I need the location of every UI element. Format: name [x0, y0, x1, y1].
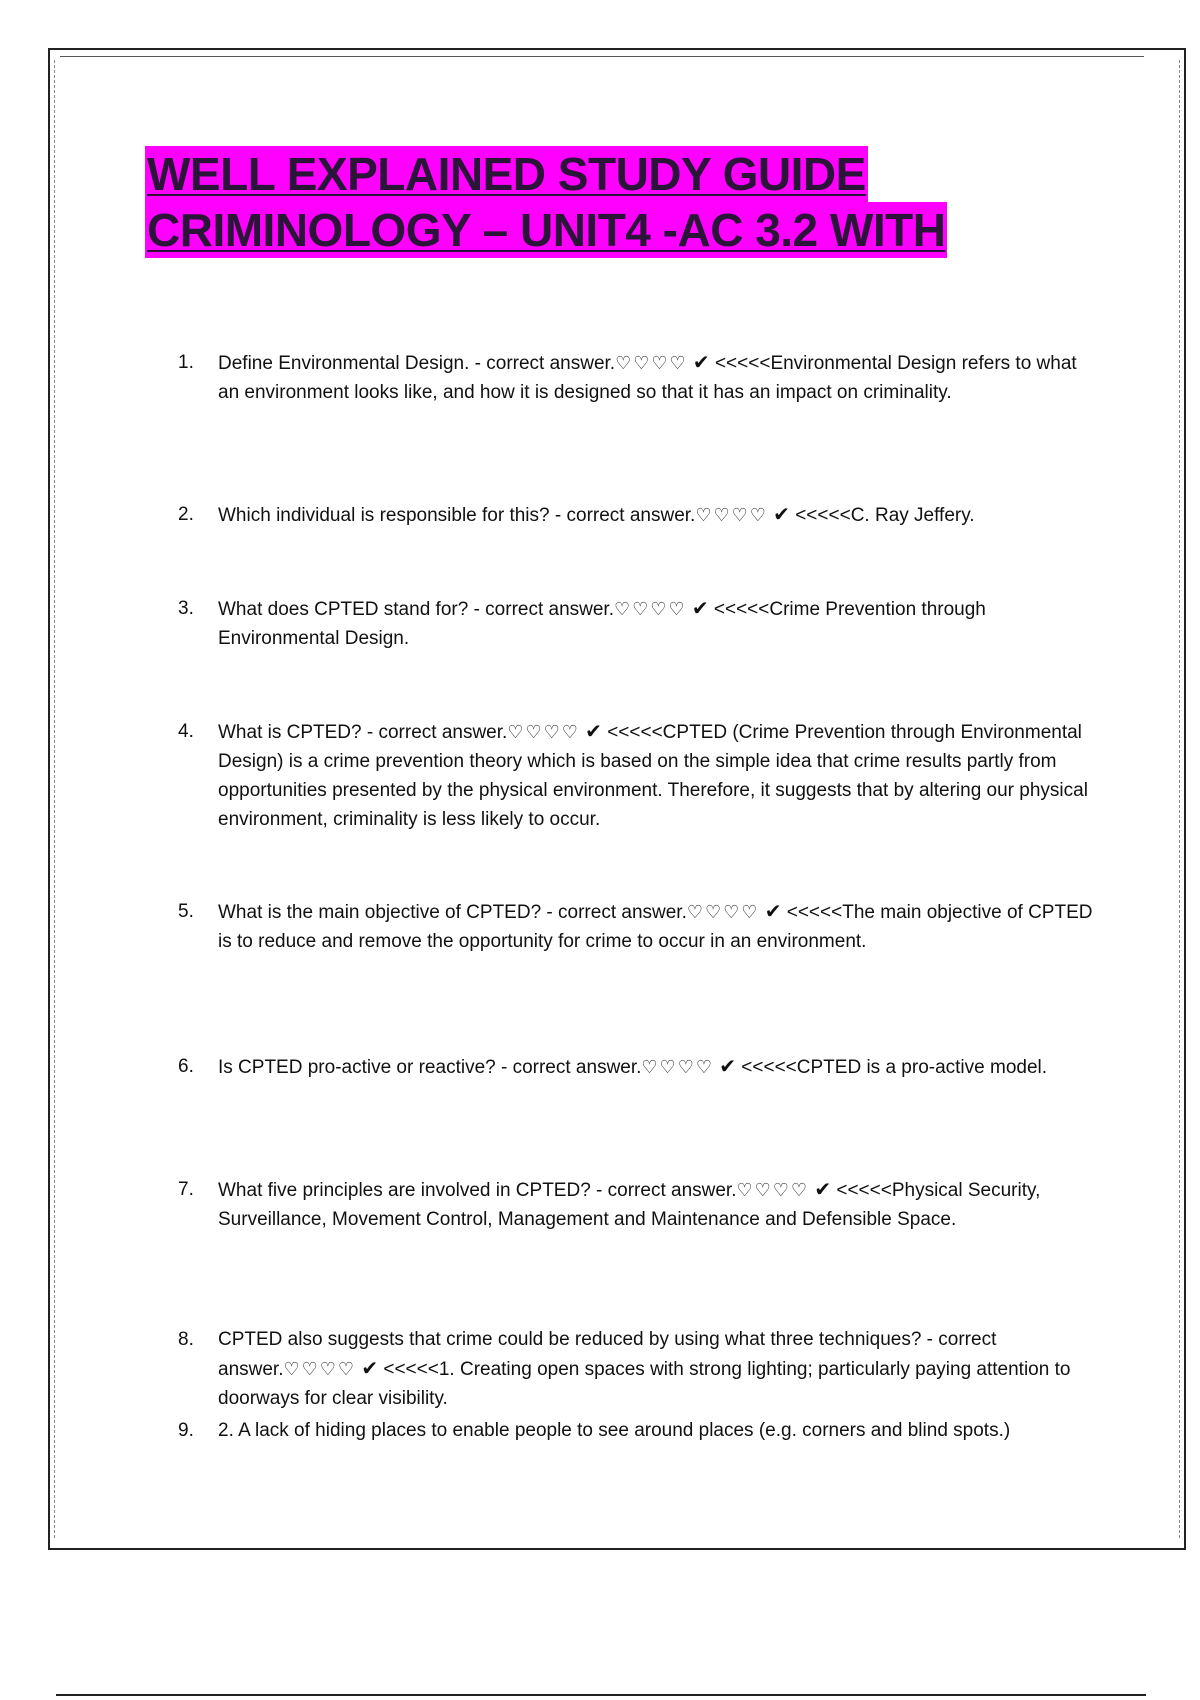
question-text: What does CPTED stand for?	[218, 599, 469, 620]
border-right-rule	[1179, 60, 1180, 1538]
item-text	[218, 1325, 1098, 1413]
checkmark-icon: ✔	[764, 899, 782, 923]
item-number: 4.	[178, 721, 194, 742]
title-line-1: WELL EXPLAINED STUDY GUIDE	[147, 148, 866, 200]
answer-text: 1. Creating open spaces with strong lighting; particularly paying attention to doorways for clear visibility.	[218, 1359, 1071, 1409]
checkmark-icon: ✔	[773, 502, 790, 526]
item-number: 8.	[178, 1329, 194, 1350]
arrows-text: <<<<<	[713, 599, 770, 620]
item-text	[218, 1175, 1098, 1234]
title-line-2: CRIMINOLOGY – UNIT4 -AC 3.2 WITH	[147, 204, 946, 256]
answer-prefix: - correct answer.	[473, 599, 614, 620]
item-number: 7.	[178, 1179, 194, 1200]
arrows-text: <<<<<	[383, 1359, 439, 1380]
item-text	[218, 500, 1098, 530]
item-text	[218, 1052, 1098, 1082]
arrows-text: <<<<<	[741, 1057, 797, 1078]
answer-text: 2. A lack of hiding places to enable people to see around places (e.g. corners and blind spots.)	[218, 1420, 1011, 1441]
answer-prefix: - correct answer.	[366, 722, 508, 743]
hearts-icon: ♡♡♡♡	[507, 722, 580, 743]
checkmark-icon: ✔	[691, 596, 709, 620]
border-top-rule	[60, 56, 1144, 57]
footer-rule	[56, 1694, 1146, 1696]
answer-prefix: - correct answer.	[474, 353, 616, 374]
item-number: 9.	[178, 1420, 194, 1441]
answer-prefix: - correct answer.	[596, 1180, 737, 1201]
hearts-icon: ♡♡♡♡	[615, 353, 688, 374]
question-text: What is the main objective of CPTED?	[218, 902, 542, 923]
item-text	[218, 717, 1098, 834]
document-title	[145, 146, 1045, 258]
item-text	[218, 348, 1098, 407]
item-text	[218, 897, 1098, 956]
answer-text: Physical Security, Surveillance, Movement Control, Management and Maintenance and Defensible Space.	[218, 1180, 1041, 1230]
arrows-text: <<<<<	[607, 722, 663, 743]
question-text: CPTED also suggests that crime could be reduced by using what three techniques?	[218, 1329, 922, 1350]
arrows-text: <<<<<	[786, 902, 843, 923]
checkmark-icon: ✔	[692, 350, 710, 374]
hearts-icon: ♡♡♡♡	[614, 599, 687, 620]
border-left-rule	[54, 60, 55, 1538]
arrows-text: <<<<<	[795, 505, 851, 526]
hearts-icon: ♡♡♡♡	[695, 505, 768, 526]
hearts-icon: ♡♡♡♡	[686, 902, 760, 923]
answer-prefix: - correct answer.	[546, 902, 687, 923]
answer-prefix: - correct answer.	[500, 1057, 642, 1078]
checkmark-icon: ✔	[361, 1356, 379, 1380]
hearts-icon: ♡♡♡♡	[736, 1180, 810, 1201]
hearts-icon: ♡♡♡♡	[283, 1359, 357, 1380]
answer-text: C. Ray Jeffery.	[850, 505, 975, 526]
arrows-text: <<<<<	[836, 1180, 892, 1201]
question-text: What is CPTED?	[218, 722, 362, 743]
question-text: Is CPTED pro-active or reactive?	[218, 1057, 496, 1078]
answer-text: The main objective of CPTED is to reduce and remove the opportunity for crime to occur in an environment.	[218, 902, 1093, 952]
item-text	[218, 1416, 1098, 1445]
hearts-icon: ♡♡♡♡	[641, 1057, 714, 1078]
answer-prefix: - correct answer.	[218, 1329, 997, 1380]
item-text	[218, 594, 1098, 653]
question-text: Which individual is responsible for this?	[218, 505, 550, 526]
item-number: 5.	[178, 901, 194, 922]
item-number: 1.	[178, 352, 194, 373]
answer-text: Crime Prevention through Environmental Design.	[218, 599, 986, 649]
checkmark-icon: ✔	[719, 1054, 737, 1078]
checkmark-icon: ✔	[814, 1177, 832, 1201]
item-number: 6.	[178, 1056, 194, 1077]
answer-text: Environmental Design refers to what an environment looks like, and how it is designed so that it has an impact on criminality.	[218, 353, 1077, 403]
arrows-text: <<<<<	[714, 353, 771, 374]
answer-prefix: - correct answer.	[554, 505, 696, 526]
question-text: What five principles are involved in CPTED?	[218, 1180, 591, 1201]
answer-text: CPTED (Crime Prevention through Environmental Design) is a crime prevention theory which is based on the simple idea that crime results partly from opportunities presented by the physical environment. Therefore, it suggests that by altering our physical environment, criminality is less likely to occur.	[218, 722, 1088, 830]
checkmark-icon: ✔	[585, 719, 602, 743]
question-text: Define Environmental Design.	[218, 353, 470, 374]
item-number: 3.	[178, 598, 194, 619]
answer-text: CPTED is a pro-active model.	[796, 1057, 1048, 1078]
item-number: 2.	[178, 504, 194, 525]
